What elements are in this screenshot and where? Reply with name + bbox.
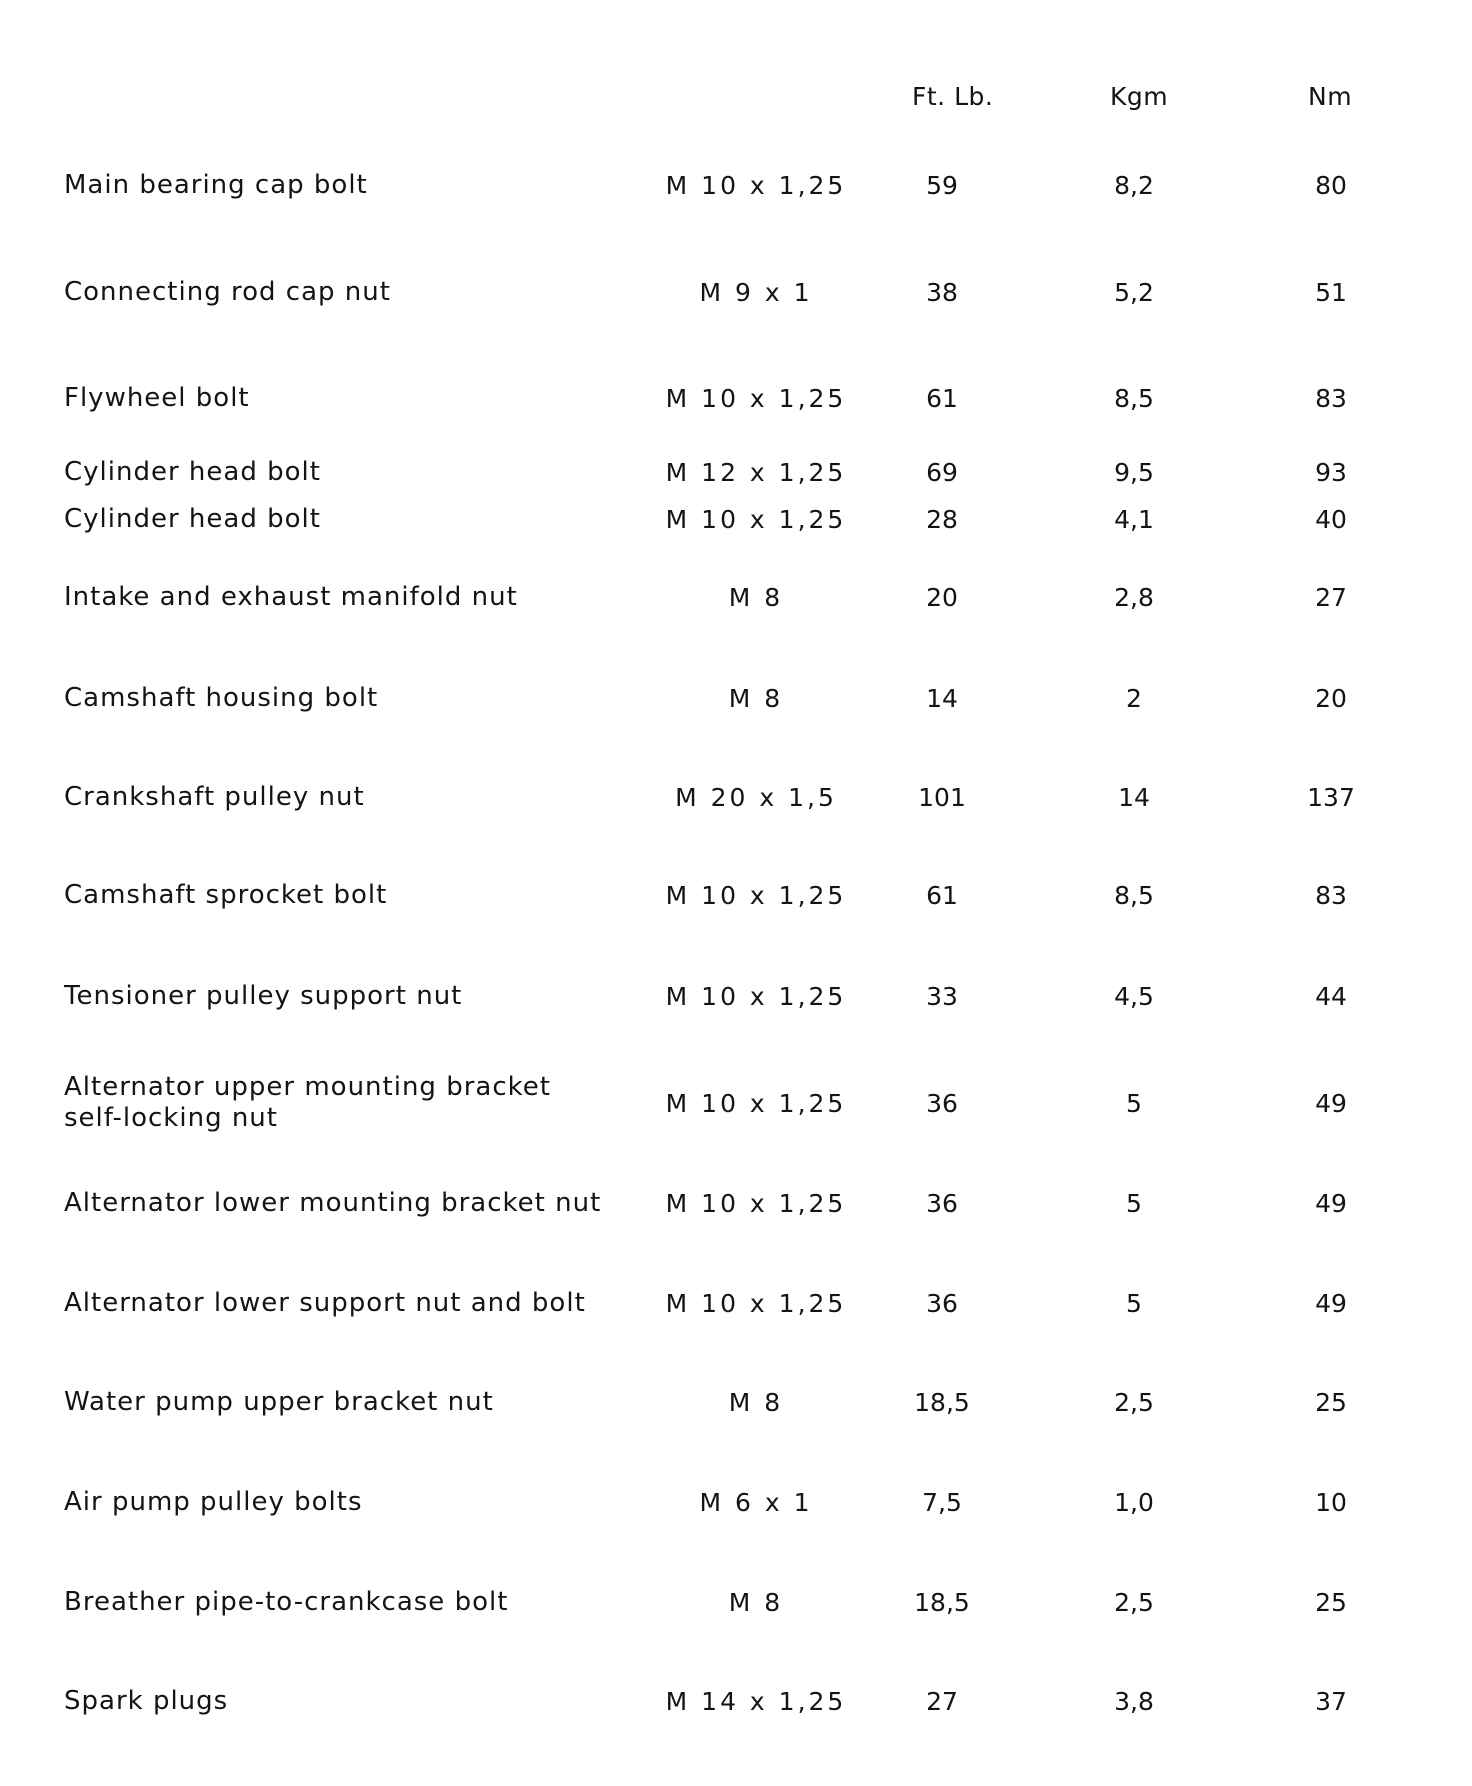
torque-ft-lb: 18,5	[914, 1388, 970, 1417]
torque-nm: 37	[1315, 1687, 1347, 1716]
table-row	[0, 504, 1472, 544]
fastener-description: Cylinder head bolt	[64, 457, 321, 487]
description-line-1: Alternator upper mounting bracket	[64, 1072, 551, 1102]
table-row	[0, 170, 1472, 210]
table-row	[0, 1487, 1472, 1527]
torque-kgm: 14	[1118, 783, 1150, 812]
torque-kgm: 5	[1126, 1089, 1142, 1118]
fastener-description: Cylinder head bolt	[64, 504, 321, 534]
torque-kgm: 2,5	[1114, 1388, 1154, 1417]
torque-ft-lb: 27	[926, 1687, 958, 1716]
fastener-description: Alternator lower support nut and bolt	[64, 1288, 586, 1318]
fastener-description: Camshaft housing bolt	[64, 683, 379, 713]
torque-ft-lb: 28	[926, 505, 958, 534]
table-row	[0, 683, 1472, 723]
fastener-description: Tensioner pulley support nut	[64, 981, 463, 1011]
torque-kgm: 2,8	[1114, 583, 1154, 612]
fastener-description: Connecting rod cap nut	[64, 277, 391, 307]
thread-size: M 10 x 1,25	[665, 1189, 847, 1218]
torque-ft-lb: 69	[926, 458, 958, 487]
torque-kgm: 2	[1126, 684, 1142, 713]
table-row	[0, 880, 1472, 920]
thread-size: M 10 x 1,25	[665, 982, 847, 1011]
torque-nm: 44	[1315, 982, 1347, 1011]
header-nm: Nm	[1308, 82, 1353, 111]
torque-kgm: 8,5	[1114, 384, 1154, 413]
torque-kgm: 4,1	[1114, 505, 1154, 534]
table-row	[0, 582, 1472, 622]
torque-kgm: 5,2	[1114, 278, 1154, 307]
torque-ft-lb: 36	[926, 1289, 958, 1318]
torque-kgm: 9,5	[1114, 458, 1154, 487]
torque-ft-lb: 14	[926, 684, 958, 713]
table-row	[0, 1587, 1472, 1627]
fastener-description: Intake and exhaust manifold nut	[64, 582, 518, 612]
torque-nm: 25	[1315, 1388, 1347, 1417]
fastener-description: Alternator lower mounting bracket nut	[64, 1188, 602, 1218]
table-row	[0, 383, 1472, 423]
torque-kgm: 4,5	[1114, 982, 1154, 1011]
torque-nm: 27	[1315, 583, 1347, 612]
header-kgm: Kgm	[1110, 82, 1169, 111]
fastener-description: Breather pipe-to-crankcase bolt	[64, 1587, 509, 1617]
table-row	[0, 1686, 1472, 1726]
thread-size: M 8	[728, 583, 784, 612]
thread-size: M 14 x 1,25	[665, 1687, 847, 1716]
table-row	[0, 1072, 1472, 1142]
torque-kgm: 8,5	[1114, 881, 1154, 910]
table-row	[0, 1387, 1472, 1427]
thread-size: M 10 x 1,25	[665, 881, 847, 910]
fastener-description: Crankshaft pulley nut	[64, 782, 365, 812]
fastener-description: Flywheel bolt	[64, 383, 250, 413]
table-row	[0, 981, 1472, 1021]
torque-kgm: 5	[1126, 1289, 1142, 1318]
thread-size: M 8	[728, 684, 784, 713]
torque-nm: 80	[1315, 171, 1347, 200]
torque-kgm: 8,2	[1114, 171, 1154, 200]
fastener-description: Camshaft sprocket bolt	[64, 880, 388, 910]
torque-nm: 20	[1315, 684, 1347, 713]
fastener-description: Main bearing cap bolt	[64, 170, 368, 200]
thread-size: M 10 x 1,25	[665, 1089, 847, 1118]
thread-size: M 12 x 1,25	[665, 458, 847, 487]
torque-nm: 49	[1315, 1289, 1347, 1318]
table-row	[0, 1188, 1472, 1228]
fastener-description: Water pump upper bracket nut	[64, 1387, 494, 1417]
table-row	[0, 1288, 1472, 1328]
thread-size: M 8	[728, 1388, 784, 1417]
torque-ft-lb: 36	[926, 1189, 958, 1218]
thread-size: M 9 x 1	[699, 278, 813, 307]
torque-nm: 137	[1307, 783, 1355, 812]
table-row	[0, 782, 1472, 822]
torque-ft-lb: 59	[926, 171, 958, 200]
torque-nm: 49	[1315, 1089, 1347, 1118]
torque-nm: 51	[1315, 278, 1347, 307]
torque-kgm: 5	[1126, 1189, 1142, 1218]
fastener-description: Spark plugs	[64, 1686, 229, 1716]
torque-ft-lb: 101	[918, 783, 966, 812]
thread-size: M 20 x 1,5	[675, 783, 837, 812]
thread-size: M 6 x 1	[699, 1488, 813, 1517]
torque-ft-lb: 61	[926, 881, 958, 910]
torque-nm: 49	[1315, 1189, 1347, 1218]
torque-ft-lb: 33	[926, 982, 958, 1011]
thread-size: M 10 x 1,25	[665, 384, 847, 413]
torque-nm: 40	[1315, 505, 1347, 534]
torque-kgm: 2,5	[1114, 1588, 1154, 1617]
torque-kgm: 1,0	[1114, 1488, 1154, 1517]
description-line-2: self-locking nut	[64, 1103, 278, 1133]
torque-ft-lb: 61	[926, 384, 958, 413]
thread-size: M 8	[728, 1588, 784, 1617]
table-row	[0, 277, 1472, 317]
torque-kgm: 3,8	[1114, 1687, 1154, 1716]
torque-nm: 25	[1315, 1588, 1347, 1617]
thread-size: M 10 x 1,25	[665, 505, 847, 534]
table-row	[0, 457, 1472, 497]
thread-size: M 10 x 1,25	[665, 1289, 847, 1318]
torque-nm: 83	[1315, 881, 1347, 910]
torque-nm: 10	[1315, 1488, 1347, 1517]
torque-ft-lb: 7,5	[922, 1488, 962, 1517]
thread-size: M 10 x 1,25	[665, 171, 847, 200]
torque-ft-lb: 18,5	[914, 1588, 970, 1617]
torque-ft-lb: 20	[926, 583, 958, 612]
fastener-description: Air pump pulley bolts	[64, 1487, 363, 1517]
fastener-description	[64, 1072, 551, 1134]
header-ft-lb: Ft. Lb.	[912, 82, 994, 111]
torque-nm: 93	[1315, 458, 1347, 487]
torque-ft-lb: 38	[926, 278, 958, 307]
torque-nm: 83	[1315, 384, 1347, 413]
torque-ft-lb: 36	[926, 1089, 958, 1118]
